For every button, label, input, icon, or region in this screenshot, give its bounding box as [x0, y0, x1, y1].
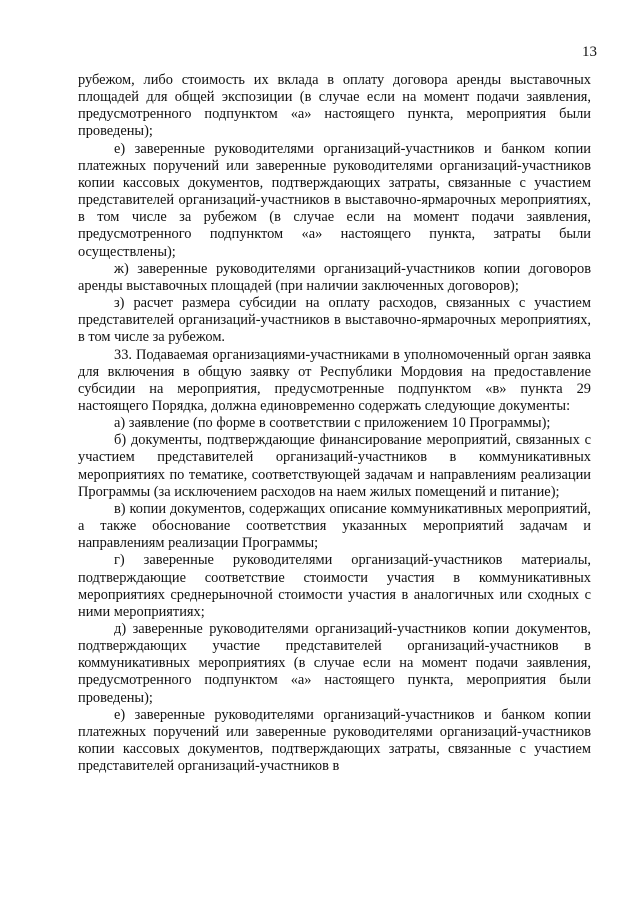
paragraph: д) заверенные руководителями организаций-участников копии документов, подтверждающих участие представителей организаций-участников в коммуникативных мероприятиях (в случае если на момент подачи заявления, предусмотренного подпунктом «а» настоящего пункта, мероприятия были проведены); — [78, 621, 591, 706]
paragraph: 33. Подаваемая организациями-участниками в уполномоченный орган заявка для включения в общую заявку от Республики Мордовия на предоставление субсидии на мероприятия, предусмотренные подпунктом «в» пункта 29 настоящего Порядка, должна единовременно содержать следующие документы: — [78, 346, 591, 414]
paragraph: г) заверенные руководителями организаций-участников материалы, подтверждающие соответствие стоимости участия в коммуникативных мероприятиях среднерыночной стоимости участия в аналогичных или сходных с ними мероприятиях; — [78, 552, 591, 620]
paragraph: рубежом, либо стоимость их вклада в оплату договора аренды выставочных площадей для общей экспозиции (в случае если на момент подачи заявления, предусмотренного подпунктом «а» настоящего пункта, мероприятия были проведены); — [78, 72, 591, 140]
paragraph: з) расчет размера субсидии на оплату расходов, связанных с участием представителей организаций-участников в выставочно-ярмарочных мероприятиях, в том числе за рубежом. — [78, 295, 591, 346]
page-number: 13 — [582, 44, 597, 60]
paragraph: е) заверенные руководителями организаций-участников и банком копии платежных поручений или заверенные руководителями организаций-участников копии кассовых документов, подтверждающих затраты, связанные с участием представителей организаций-участников в выставочно-ярмарочных мероприятиях, в том числе за рубежом (в случае если на момент подачи заявления, предусмотренного подпунктом «а» настоящего пункта, затраты были осуществлены); — [78, 140, 591, 260]
paragraph: е) заверенные руководителями организаций-участников и банком копии платежных поручений или заверенные руководителями организаций-участников копии кассовых документов, подтверждающих затраты, связанные с участием представителей организаций-участников в — [78, 706, 591, 775]
paragraph: б) документы, подтверждающие финансирование мероприятий, связанных с участием представителей организаций-участников в коммуникативных мероприятиях по тематике, соответствующей задачам и направлениям реализации Программы (за исключением расходов на наем жилых помещений и питание); — [78, 432, 591, 500]
document-body — [78, 72, 591, 775]
paragraph: а) заявление (по форме в соответствии с приложением 10 Программы); — [114, 415, 551, 432]
paragraph: в) копии документов, содержащих описание коммуникативных мероприятий, а также обоснование соответствия указанных мероприятий задачам и направлениям реализации Программы; — [78, 500, 591, 552]
paragraph: ж) заверенные руководителями организаций-участников копии договоров аренды выставочных площадей (при наличии заключенных договоров); — [78, 260, 591, 294]
